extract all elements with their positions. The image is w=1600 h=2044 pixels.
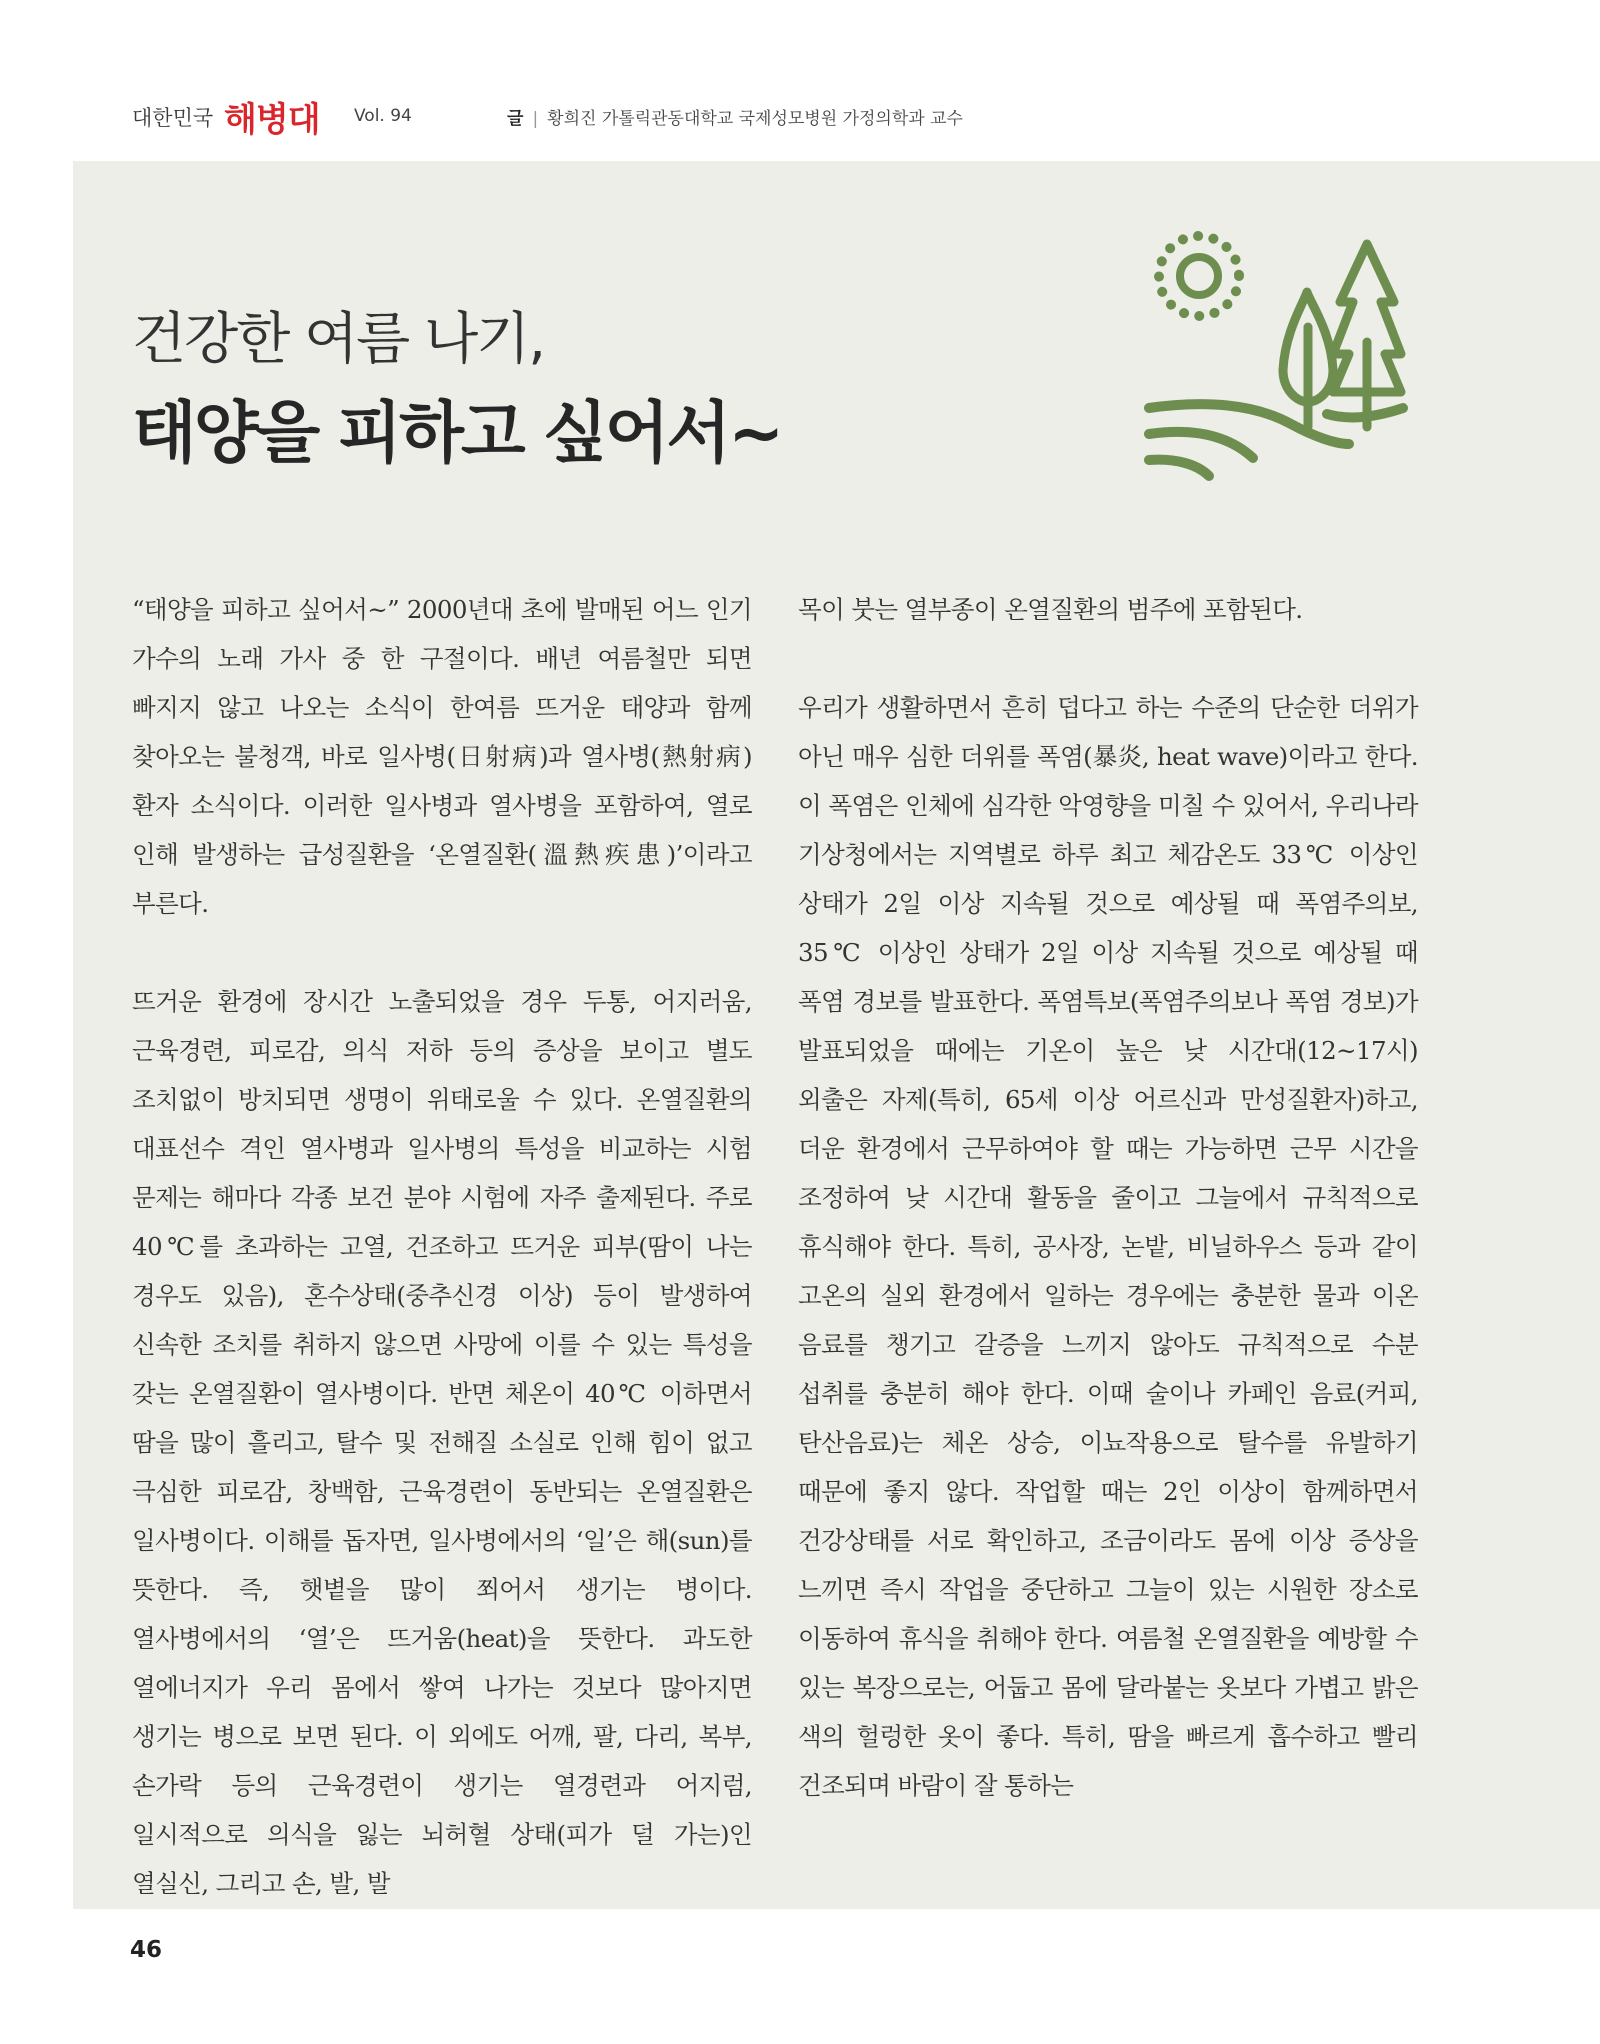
field-lines-icon xyxy=(1149,404,1403,476)
page-header xyxy=(132,98,1532,140)
brand-logo-text: 해병대 xyxy=(224,100,320,140)
paragraph-spacer xyxy=(132,928,752,977)
paragraph-spacer xyxy=(798,634,1418,683)
article-paragraph: 우리가 생활하면서 흔히 덥다고 하는 수준의 단순한 더위가 아닌 매우 심한 더위를 폭염(暴炎, heat wave)이라고 한다. 이 폭염은 인체에 심각한 악영향을 미칠 수 있어서, 우리나라 기상청에서는 지역별로 하루 최고 체감온도 33℃ 이상인 상태가 2일 이상 지속될 것으로 예상될 때 폭염주의보, 35℃ 이상인 상태가 2일 이상 지속될 것으로 예상될 때 폭염 경보를 발표한다. 폭염특보(폭염주의보나 폭염 경보)가 발표되었을 때에는 기온이 높은 낮 시간대(12~17시) 외출은 자제(특히, 65세 이상 어르신과 만성질환자)하고, 더운 환경에서 근무하여야 할 때는 가능하면 근무 시간을 조정하여 낮 시간대 활동을 줄이고 그늘에서 규칙적으로 휴식해야 한다. 특히, 공사장, 논밭, 비닐하우스 등과 같이 고온의 실외 환경에서 일하는 경우에는 충분한 물과 이온 음료를 챙기고 갈증을 느끼지 않아도 규칙적으로 수분 섭취를 충분히 해야 한다. 이때 술이나 카페인 음료(커피, 탄산음료)는 체온 상승, 이뇨작용으로 탈수를 유발하기 때문에 좋지 않다. 작업할 때는 2인 이상이 함께하면서 건강상태를 서로 확인하고, 조금이라도 몸에 이상 증상을 느끼면 즉시 작업을 중단하고 그늘이 있는 시원한 장소로 이동하여 휴식을 취해야 한다. 여름철 온열질환을 예방할 수 있는 복장으로는, 어둡고 몸에 달라붙는 옷보다 가볍고 밝은 색의 헐렁한 옷이 좋다. 특히, 땀을 빠르게 흡수하고 빨리 건조되며 바람이 잘 통하는 xyxy=(798,693,1418,1800)
article-paragraph: 목이 붓는 열부종이 온열질환의 범주에 포함된다. xyxy=(798,595,1303,624)
article-column-left xyxy=(132,585,752,1908)
article-column-right xyxy=(798,585,1418,1810)
byline xyxy=(507,104,963,129)
article-title-line2: 태양을 피하고 싶어서~ xyxy=(132,394,782,472)
pine-tree-icon xyxy=(1333,244,1401,427)
volume-label: Vol. 94 xyxy=(354,106,412,126)
page-number: 46 xyxy=(130,1937,163,1963)
byline-separator: | xyxy=(532,109,539,129)
byline-label: 글 xyxy=(507,109,524,129)
summer-landscape-illustration xyxy=(1135,222,1415,482)
deciduous-tree-icon xyxy=(1283,292,1333,427)
brand-country-label: 대한민국 xyxy=(132,106,214,130)
article-paragraph: 뜨거운 환경에 장시간 노출되었을 경우 두통, 어지러움, 근육경련, 피로감, 의식 저하 등의 증상을 보이고 별도 조치없이 방치되면 생명이 위태로울 수 있다. 온열질환의 대표선수 격인 열사병과 일사병의 특성을 비교하는 시험 문제는 해마다 각종 보건 분야 시험에 자주 출제된다. 주로 40℃를 초과하는 고열, 건조하고 뜨거운 피부(땀이 나는 경우도 있음), 혼수상태(중추신경 이상) 등이 발생하여 신속한 조치를 취하지 않으면 사망에 이를 수 있는 특성을 갖는 온열질환이 열사병이다. 반면 체온이 40℃ 이하면서 땀을 많이 흘리고, 탈수 및 전해질 소실로 인해 힘이 없고 극심한 피로감, 창백함, 근육경련이 동반되는 온열질환은 일사병이다. 이해를 돕자면, 일사병에서의 ‘일’은 해(sun)를 뜻한다. 즉, 햇볕을 많이 쬐어서 생기는 병이다. 열사병에서의 ‘열’은 뜨거움(heat)을 뜻한다. 과도한 열에너지가 우리 몸에서 쌓여 나가는 것보다 많아지면 생기는 병으로 보면 된다. 이 외에도 어깨, 팔, 다리, 복부, 손가락 등의 근육경련이 생기는 열경련과 어지럼, 일시적으로 의식을 잃는 뇌허혈 상태(피가 덜 가는)인 열실신, 그리고 손, 발, 발 xyxy=(132,987,752,1898)
byline-author: 황희진 가톨릭관동대학교 국제성모병원 가정의학과 교수 xyxy=(547,109,963,129)
article-paragraph: “태양을 피하고 싶어서~” 2000년대 초에 발매된 어느 인기 가수의 노래 가사 중 한 구절이다. 배년 여름철만 되면 빠지지 않고 나오는 소식이 한여름 뜨거운 태양과 함께 찾아오는 불청객, 바로 일사병(日射病)과 열사병(熱射病) 환자 소식이다. 이러한 일사병과 열사병을 포함하여, 열로 인해 발생하는 급성질환을 ‘온열질환(溫熱疾患)’이라고 부른다. xyxy=(132,595,752,918)
sun-icon xyxy=(1159,236,1239,316)
article-title-line1: 건강한 여름 나기, xyxy=(132,307,545,372)
